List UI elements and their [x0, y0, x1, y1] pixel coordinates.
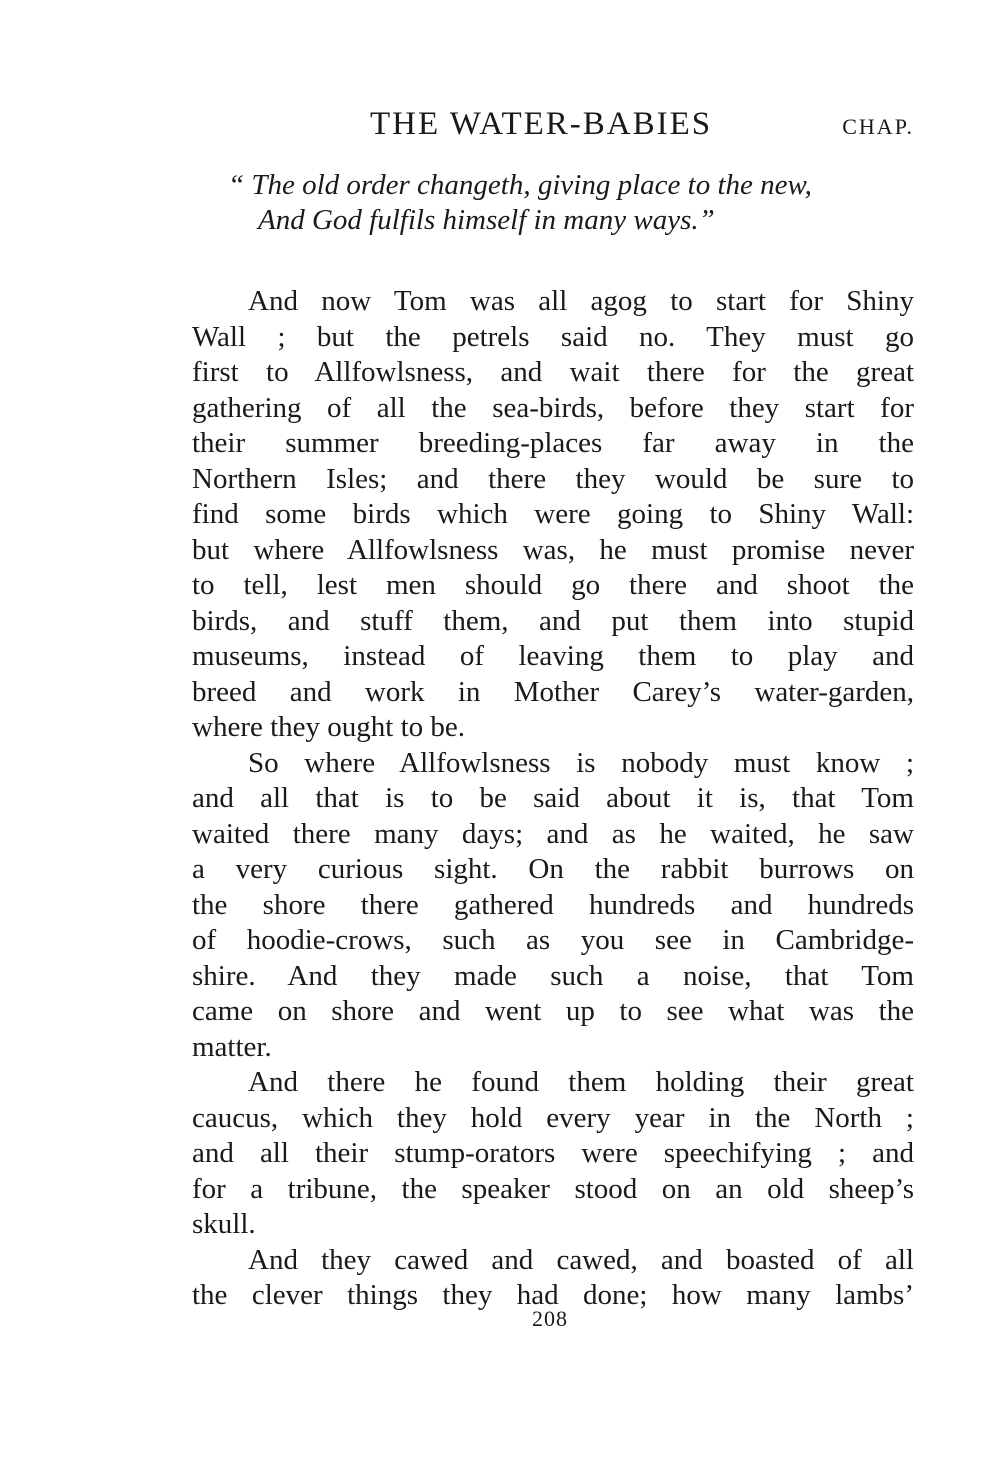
running-title: THE WATER-BABIES [370, 106, 713, 142]
text-line: to tell, lest men should go there and shoot the [192, 569, 914, 601]
text-line: birds, and stuff them, and put them into stupid [192, 604, 914, 637]
text-line: shire. And they made such a noise, that Tom [192, 959, 914, 992]
text-line: caucus, which they hold every year in the North ; [192, 1101, 914, 1134]
text-line: breed and work in Mother Carey’s water-garden, [192, 675, 914, 708]
paragraph-2 [192, 746, 914, 1066]
text-line: So where Allfowlsness is nobody must know ; [248, 746, 914, 779]
page-number: 208 [532, 1306, 568, 1331]
text-line: a very curious sight. On the rabbit burrows on [192, 853, 914, 885]
text-line: first to Allfowlsness, and wait there for the great [192, 356, 914, 388]
running-head [192, 106, 914, 154]
epigraph-line: “ The old order changeth, giving place to the new, [228, 169, 812, 201]
text-line: Northern Isles; and there they would be sure to [192, 462, 914, 495]
text-line: skull. [192, 1208, 256, 1240]
text-line: And now Tom was all agog to start for Shiny [248, 285, 914, 317]
text-line: and all that is to be said about it is, that Tom [192, 782, 914, 814]
text-line: came on shore and went up to see what was the [192, 995, 914, 1027]
paragraph-1 [192, 284, 914, 746]
text-line: museums, instead of leaving them to play and [192, 640, 914, 672]
text-line: And they cawed and cawed, and boasted of all [248, 1243, 914, 1276]
epigraph-line: And God fulfils himself in many ways.” [258, 204, 715, 236]
text-line: where they ought to be. [192, 711, 466, 743]
text-line: waited there many days; and as he waited, he saw [192, 817, 914, 850]
text-line: the clever things they had done; how many lambs’ [192, 1279, 914, 1311]
text-line: for a tribune, the speaker stood on an old sheep’s [192, 1172, 914, 1205]
text-line: And there he found them holding their great [248, 1066, 914, 1098]
text-line: but where Allfowlsness was, he must promise never [192, 533, 914, 566]
chapter-mark: CHAP. [842, 114, 914, 139]
text-line: find some birds which were going to Shiny Wall: [192, 498, 914, 530]
text-line: Wall ; but the petrels said no. They must go [192, 320, 914, 353]
text-line: gathering of all the sea-birds, before they start for [192, 391, 914, 424]
text-line: the shore there gathered hundreds and hundreds [192, 888, 914, 921]
text-line: matter. [192, 1030, 272, 1063]
text-line: their summer breeding-places far away in the [192, 427, 914, 459]
body-text [192, 284, 914, 1314]
text-line: of hoodie-crows, such as you see in Cambridge- [192, 924, 914, 956]
text-line: and all their stump-orators were speechifying ; and [192, 1137, 914, 1169]
epigraph [228, 168, 928, 238]
paragraph-3 [192, 1065, 914, 1243]
paragraph-4 [192, 1243, 914, 1314]
